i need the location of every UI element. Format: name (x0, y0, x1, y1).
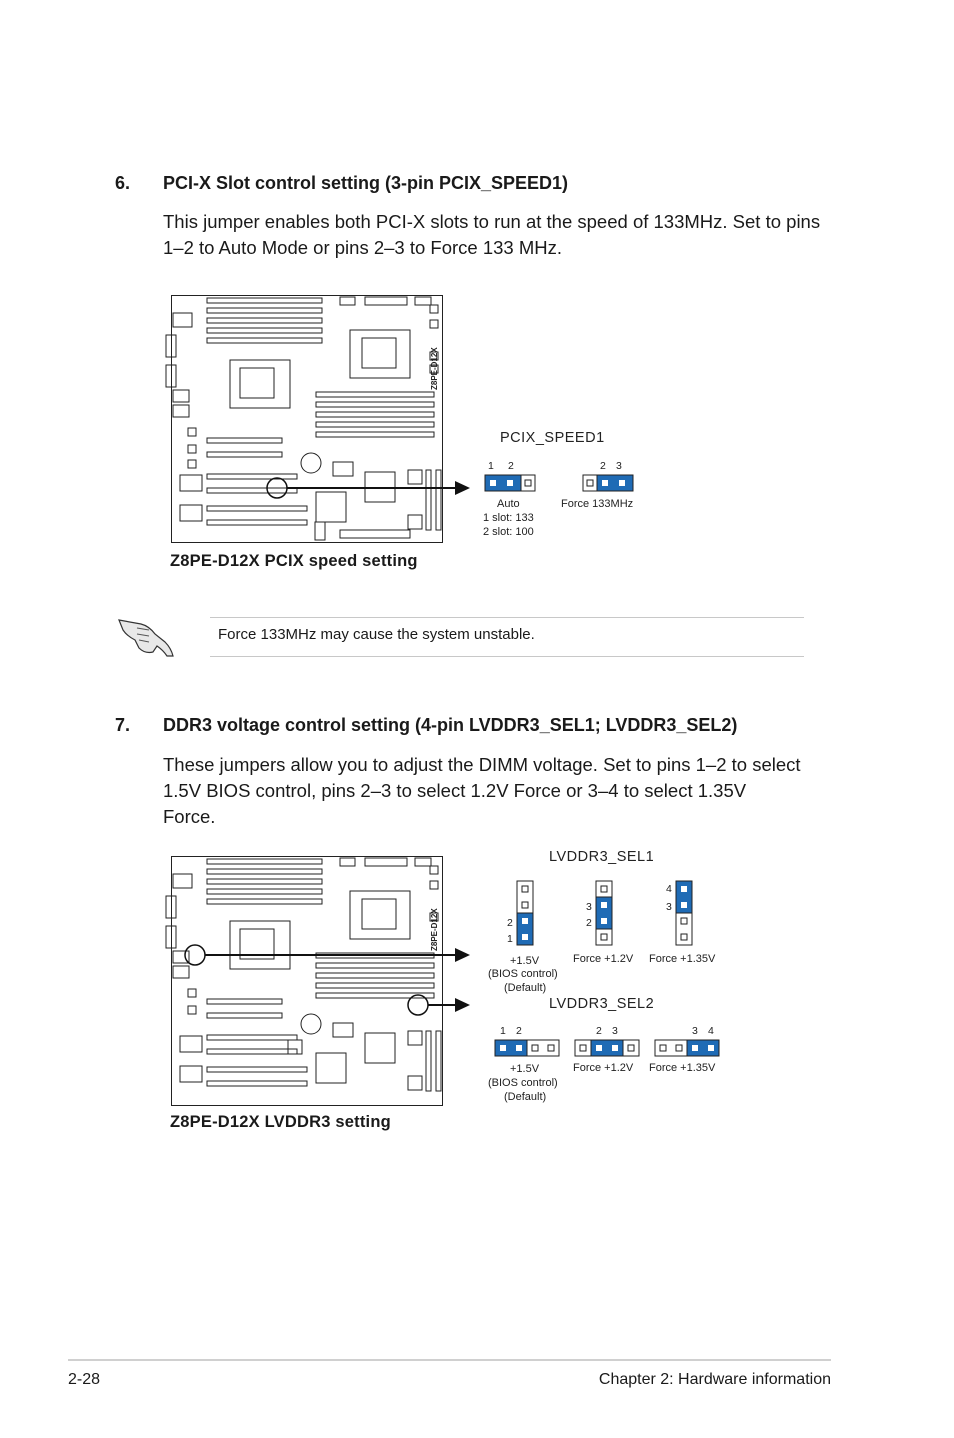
sel2-jumper-default (490, 1022, 570, 1062)
footer-rule (68, 1359, 831, 1361)
section-6-title: PCI-X Slot control setting (3-pin PCIX_SPEED1) (163, 173, 569, 193)
sel1-jumper-default (503, 878, 543, 948)
section-6-number: 6. (115, 173, 131, 193)
pcix-jumper-label: PCIX_SPEED1 (500, 430, 605, 446)
svg-text:4: 4 (666, 883, 672, 895)
svg-text:1: 1 (507, 933, 513, 945)
svg-text:2: 2 (596, 1025, 602, 1037)
section-6-body: This jumper enables both PCI-X slots to run at the speed of 133MHz. Set to pins 1–2 to Auto Mode or pins 2–3 to Force 133 MHz. (163, 211, 821, 258)
svg-text:Z8PE-D12X: Z8PE-D12X (430, 908, 439, 951)
sel1-jumper-force12 (582, 878, 622, 948)
auto-line2: 1 slot: 133 (483, 512, 534, 524)
auto-label: Auto (497, 498, 520, 510)
svg-text:3: 3 (586, 901, 592, 913)
svg-text:1: 1 (488, 460, 494, 472)
chapter-title: Chapter 2: Hardware information (598, 1371, 831, 1388)
svg-text:4: 4 (708, 1025, 714, 1037)
section-7-number: 7. (115, 715, 131, 735)
lvddr3-sel1-label: LVDDR3_SEL1 (549, 849, 655, 865)
sel2-jumper-force12 (570, 1022, 650, 1062)
svg-text:3: 3 (692, 1025, 698, 1037)
sel1-jumper-force135 (662, 878, 702, 948)
svg-text:2: 2 (516, 1025, 522, 1037)
svg-text:2: 2 (508, 460, 514, 472)
svg-text:3: 3 (616, 460, 622, 472)
figure-caption-pcix: Z8PE-D12X PCIX speed setting (170, 552, 418, 570)
svg-text:2: 2 (507, 917, 513, 929)
svg-text:1: 1 (500, 1025, 506, 1037)
svg-text:3: 3 (612, 1025, 618, 1037)
section-7-body: These jumpers allow you to adjust the DIMM voltage. Set to pins 1–2 to select 1.5V BIOS control, pins 2–3 to select 1.2V Force or 3–4 to select 1.35V Force. (163, 754, 801, 827)
sel2-opt1-l1: +1.5V (510, 1063, 540, 1075)
svg-text:2: 2 (600, 460, 606, 472)
svg-text:3: 3 (666, 901, 672, 913)
figure-caption-lvddr3: Z8PE-D12X LVDDR3 setting (170, 1113, 391, 1131)
svg-text:Z8PE-D12X: Z8PE-D12X (430, 347, 439, 390)
sel2-opt3: Force +1.35V (649, 1062, 716, 1074)
sel1-opt3: Force +1.35V (649, 953, 716, 965)
sel1-opt1-l3: (Default) (504, 982, 547, 994)
page-number: 2-28 (68, 1371, 101, 1388)
sel2-opt2: Force +1.2V (573, 1062, 634, 1074)
section-7-title: DDR3 voltage control setting (4-pin LVDDR3_SEL1; LVDDR3_SEL2) (163, 715, 738, 735)
sel2-jumper-force135 (650, 1022, 730, 1062)
sel2-opt1-l3: (Default) (504, 1091, 547, 1103)
auto-line3: 2 slot: 100 (483, 526, 534, 538)
force133-label: Force 133MHz (561, 498, 634, 510)
lvddr3-sel2-label: LVDDR3_SEL2 (549, 996, 655, 1012)
sel2-opt1-l2: (BIOS control) (488, 1077, 558, 1089)
note-text: Force 133MHz may cause the system unstable. (218, 626, 535, 643)
sel1-opt2: Force +1.2V (573, 953, 634, 965)
sel1-opt1-l2: (BIOS control) (488, 968, 558, 980)
sel1-opt1-l1: +1.5V (510, 955, 540, 967)
svg-text:2: 2 (586, 917, 592, 929)
